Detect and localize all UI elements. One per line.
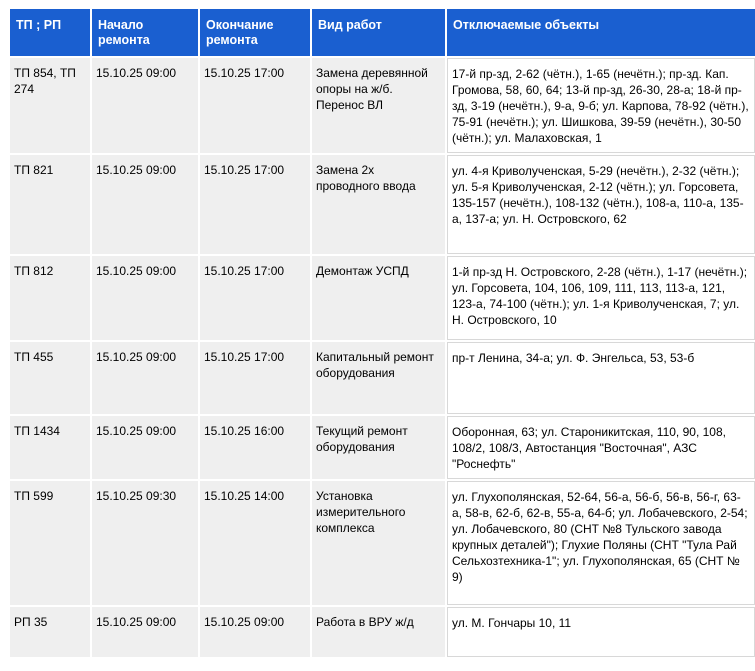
cell-objects: 1-й пр-зд Н. Островского, 2-28 (чётн.), 1-17 (нечётн.); ул. Горсовета, 104, 106, 109, 111, 113, 113-а, 121, 123-а, 74-100 (чётн.); ул. 1-я Криволученская, 7; ул. Н. Островского, 10 <box>447 256 755 340</box>
cell-start: 15.10.25 09:00 <box>92 256 198 340</box>
cell-objects: ул. М. Гончары 10, 11 <box>447 607 755 657</box>
cell-work: Демонтаж УСПД <box>312 256 445 340</box>
cell-tp: ТП 455 <box>10 342 90 414</box>
cell-tp: ТП 812 <box>10 256 90 340</box>
column-header-start: Начало ремонта <box>92 9 198 56</box>
column-header-end: Окончание ремонта <box>200 9 310 56</box>
cell-objects: 17-й пр-зд, 2-62 (чётн.), 1-65 (нечётн.); пр-зд. Кап. Громова, 58, 60, 64; 13-й пр-зд, 26-30, 28-а; 18-й пр-зд, 3-19 (нечётн.), 9-а, 9-б; ул. Карпова, 78-92 (чётн.), 75-91 (нечётн.); ул. Шишкова, 39-59 (нечётн.), 30-50 (чётн.); ул. Малаховская, 1 <box>447 58 755 153</box>
table-row <box>10 155 755 254</box>
cell-end: 15.10.25 17:00 <box>200 256 310 340</box>
cell-start: 15.10.25 09:00 <box>92 155 198 254</box>
cell-end: 15.10.25 14:00 <box>200 481 310 605</box>
cell-end: 15.10.25 17:00 <box>200 342 310 414</box>
cell-end: 15.10.25 16:00 <box>200 416 310 479</box>
cell-work: Работа в ВРУ ж/д <box>312 607 445 657</box>
header-row <box>10 9 755 56</box>
cell-end: 15.10.25 17:00 <box>200 155 310 254</box>
table-body <box>10 58 755 657</box>
column-header-objects: Отключаемые объекты <box>447 9 755 56</box>
cell-work: Установка измерительного комплекса <box>312 481 445 605</box>
outage-schedule-table <box>8 7 755 659</box>
cell-objects: ул. Глухополянская, 52-64, 56-а, 56-б, 56-в, 56-г, 63-а, 58-в, 62-б, 62-в, 55-а, 64-б; ул. Лобачевского, 2-54; ул. Лобачевского, 80 (СНТ №8 Тульского завода крупных деталей"); Глухие Поляны (СНТ "Тула Рай Сельхозтехника-1"; ул. Глухополянская, 65 (СНТ № 9) <box>447 481 755 605</box>
cell-tp: РП 35 <box>10 607 90 657</box>
cell-start: 15.10.25 09:00 <box>92 607 198 657</box>
cell-start: 15.10.25 09:00 <box>92 416 198 479</box>
cell-end: 15.10.25 09:00 <box>200 607 310 657</box>
cell-tp: ТП 599 <box>10 481 90 605</box>
cell-tp: ТП 1434 <box>10 416 90 479</box>
cell-objects: пр-т Ленина, 34-а; ул. Ф. Энгельса, 53, 53-б <box>447 342 755 414</box>
cell-tp: ТП 821 <box>10 155 90 254</box>
cell-work: Текущий ремонт оборудования <box>312 416 445 479</box>
cell-objects: ул. 4-я Криволученская, 5-29 (нечётн.), 2-32 (чётн.); ул. 5-я Криволученская, 2-12 (чётн.); ул. Горсовета, 135-157 (нечётн.), 108-132 (чётн.), 108-а, 110-а, 135-а, 137-а; ул. Н. Островского, 62 <box>447 155 755 254</box>
cell-start: 15.10.25 09:00 <box>92 58 198 153</box>
column-header-work-type: Вид работ <box>312 9 445 56</box>
cell-start: 15.10.25 09:30 <box>92 481 198 605</box>
table-row <box>10 58 755 153</box>
cell-work: Капитальный ремонт оборудования <box>312 342 445 414</box>
table-row <box>10 607 755 657</box>
cell-work: Замена 2х проводного ввода <box>312 155 445 254</box>
table-row <box>10 416 755 479</box>
table-row <box>10 256 755 340</box>
cell-end: 15.10.25 17:00 <box>200 58 310 153</box>
cell-work: Замена деревянной опоры на ж/б. Перенос ВЛ <box>312 58 445 153</box>
cell-tp: ТП 854, ТП 274 <box>10 58 90 153</box>
table-row <box>10 342 755 414</box>
table-row <box>10 481 755 605</box>
table-header <box>10 9 755 56</box>
cell-objects: Оборонная, 63; ул. Староникитская, 110, 90, 108, 108/2, 108/3, Автостанция "Восточная", АЗС "Роснефть" <box>447 416 755 479</box>
cell-start: 15.10.25 09:00 <box>92 342 198 414</box>
column-header-tp-rp: ТП ; РП <box>10 9 90 56</box>
